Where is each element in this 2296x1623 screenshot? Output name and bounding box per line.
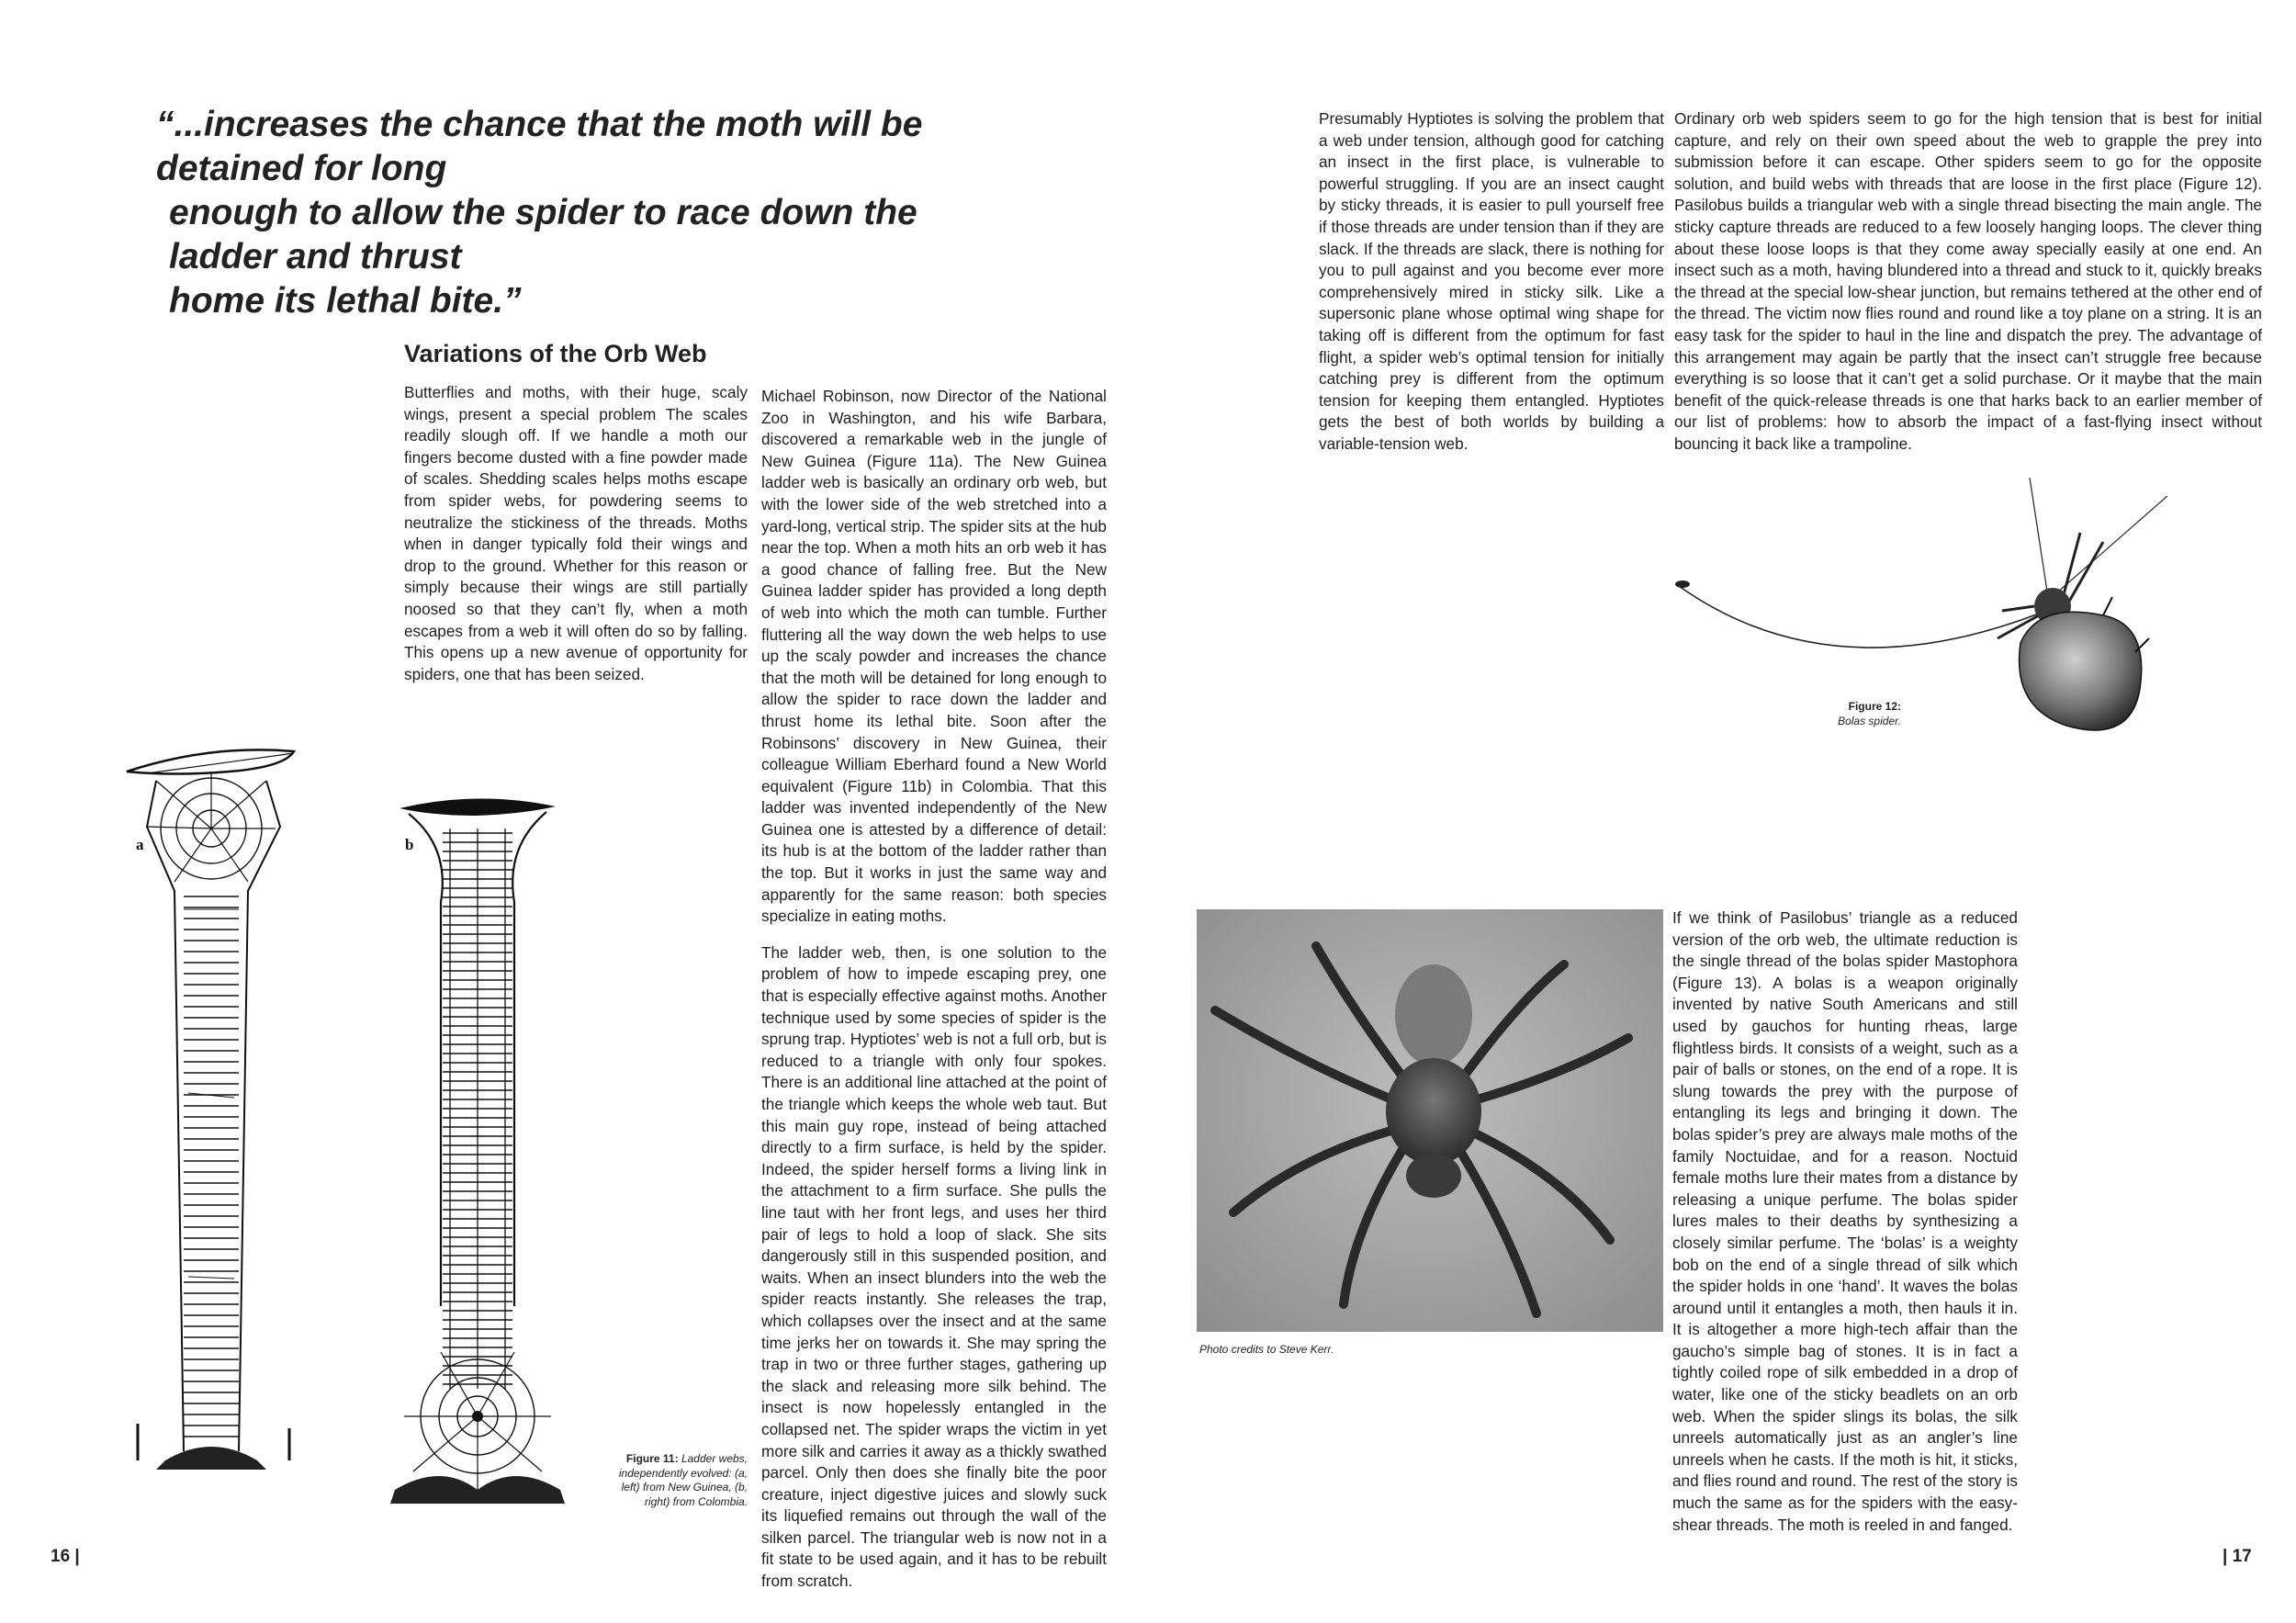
figure-11-caption-text: Ladder webs, independently evolved: (a, left) from New Guinea, (b, right) from Colombia. <box>618 1452 748 1508</box>
text-column-1 <box>404 382 748 700</box>
figure-12-caption-title: Figure 12: <box>1848 700 1901 713</box>
page-number-left: 16 | <box>51 1547 80 1566</box>
bolas-spider-illustration <box>1671 478 2167 744</box>
text-column-5 <box>1672 907 2018 1550</box>
text-column-3 <box>1319 108 1664 470</box>
page-number-right: | 17 <box>2223 1547 2252 1566</box>
figure-12-caption <box>1763 700 1901 728</box>
ladder-web-new-guinea-illustration <box>119 726 312 1488</box>
text-column-4 <box>1674 108 2262 470</box>
pull-quote-line: “...increases the chance that the moth will be detained for long <box>156 105 923 188</box>
figure-12-caption-text: Bolas spider. <box>1838 714 1901 727</box>
figure-11a-label: a <box>136 836 144 853</box>
figure-11-caption-title: Figure 11: <box>625 1452 679 1465</box>
figure-11-caption <box>613 1452 748 1509</box>
photo-credit: Photo credits to Steve Kerr. <box>1199 1343 1334 1356</box>
paragraph: The ladder web, then, is one solution to the problem of how to impede escaping prey, one that is especially effective against moths. Another technique used by some species of spider is the sprung trap. Hyptiotes’ web is not a full orb, but is reduced to a triangle with only four spokes. There is an additional line attached at the point of the triangle which keeps the whole web taut. But this main guy rope, instead of being attached directly to a firm surface, is held by the spider. Indeed, the spider herself forms a living link in the attachment to a firm surface. She pulls the line taut with her front legs, and uses her third pair of legs to hold a loop of slack. She sits dangerously still in this suspended position, and waits. When an insect blunders into the web the spider reacts instantly. She releases the trap, which collapses over the insect and at the same time jerks her on towards it. She may spring the trap in two or three further stages, gathering up the slack and releasing more silk behind. The insect is now hopelessly entangled in the collapsed net. The spider wraps the victim in yet more silk and carries it away as a thickly swathed parcel. Only then does she finally bite the poor creature, inject digestive juices and slowly suck its liquefied remains out through the wall of the silken parcel. The triangular web is now not in a fit state to be used again, and it has to be rebuilt from scratch. <box>761 942 1107 1591</box>
ladder-web-colombia-illustration <box>386 792 569 1508</box>
text-column-2 <box>761 386 1107 1607</box>
paragraph: Presumably Hyptiotes is solving the problem that a web under tension, although good for catching an insect in the first place, is vulnerable to powerful struggling. If you are an insect caught by sticky threads, it is easier to pull yourself free if those threads are under tension than if they are slack. If the threads are slack, there is nothing for you to pull against and you become ever more comprehensively mired in sticky silk. Like a supersonic plane whose optimal wing shape for taking off is different from the optimum for fast flight, a spider web’s optimal tension for initially catching prey is different from the optimum tension for keeping them entangled. Hyptiotes gets the best of both worlds by building a variable-tension web. <box>1319 109 1664 453</box>
paragraph: Ordinary orb web spiders seem to go for the high tension that is best for initial capture, and rely on their own speed about the web to grapple the prey into submission before it can escape. Other spiders seem to go for the opposite solution, and build webs with threads that are loose in the first place (Figure 12). Pasilobus builds a triangular web with a single thread bisecting the main angle. The sticky capture threads are reduced to a few loosely hanging loops. The clever thing about these loose loops is that they come away specially easily at one end. An insect such as a moth, having blundered into a thread and stuck to it, quickly breaks the thread at the special low-shear junction, but remains tethered at the other end of the thread. The victim now flies round and round like a toy plane on a string. It is an easy task for the spider to haul in the line and dispatch the prey. The advantage of this arrangement may again be partly that the insect can’t struggle free because everything is so loose that it can’t get a solid purchase. Or it maybe that the main benefit of the quick-release threads is one that harks back to an earlier member of our list of problems: how to absorb the impact of a fast-flying insect without bouncing it back like a trampoline. <box>1674 109 2262 453</box>
paragraph: Butterflies and moths, with their huge, scaly wings, present a special problem The scales readily slough off. If we handle a moth our fingers become dusted with a fine powder made of scales. Shedding scales helps moths escape from spider webs, for powdering seems to neutralize the stickiness of the threads. Moths when in danger typically fold their wings and drop to the ground. Whether for this reason or simply because their wings are still partially noosed so that they can’t fly, when a moth escapes from a web it will often do so by falling. This opens up a new avenue of opportunity for spiders, one that has been seized. <box>404 383 748 683</box>
paragraph: Michael Robinson, now Director of the National Zoo in Washington, and his wife Barbara, discovered a remarkable web in the jungle of New Guinea (Figure 11a). The New Guinea ladder web is basically an ordinary orb web, but with the lower side of the web stretched into a yard-long, vertical strip. The spider sits at the hub near the top. When a moth hits an orb web it has a good chance of falling free. But the New Guinea ladder spider has provided a long depth of web into which the moth can tumble. Further fluttering all the way down the web helps to use up the scaly powder and increases the chance that the moth will be detained for long enough to allow the spider to race down the ladder and thrust home its lethal bite. Soon after the Robinsons’ discovery in New Guinea, their colleague William Eberhard found a New World equivalent (Figure 11b) in Colombia. That this ladder was invented independently of the New Guinea one is attested by a difference of detail: its hub is at the bottom of the ladder rather than the top. But it works in just the same way and apparently for the same reason: both species specialize in eating moths. <box>761 387 1107 926</box>
pull-quote-line: home its lethal bite.” <box>169 281 522 321</box>
pull-quote <box>156 103 983 323</box>
paragraph: If we think of Pasilobus’ triangle as a reduced version of the orb web, the ultimate reduction is the single thread of the bolas spider Mastophora (Figure 13). A bolas is a weapon originally invented by native South Americans and still used by gauchos for hunting rheas, large flightless birds. It consists of a weight, such as a pair of balls or stones, on the end of a rope. It is slung towards the prey with the purpose of entangling its legs and bringing it down. The bolas spider’s prey are always male moths of the family Noctuidae, and for a reason. Noctuid female moths lure their mates from a distance by releasing a unique perfume. The bolas spider lures males to their deaths by synthesizing a closely similar perfume. The ‘bolas’ is a weighty bob on the end of a single thread of silk which the spider holds in one ‘hand’. It waves the bolas around until it entangles a moth, then hauls it in. It is altogether a more high-tech affair than the gaucho’s simple bag of stones. It is in fact a tightly coiled rope of silk embedded in a drop of water, like one of the sticky beadlets on an orb web. When the spider slings its bolas, the silk unreels automatically just as an angler’s line unreels when he casts. If the moth is hit, it sticks, and flies round and round. The rest of the story is much the same as for the spiders with the easy-shear threads. The moth is reeled in and fanged. <box>1672 908 2018 1534</box>
section-heading: Variations of the Orb Web <box>404 340 707 367</box>
figure-11b-label: b <box>405 836 414 853</box>
spider-photograph <box>1197 909 1663 1332</box>
pull-quote-line: enough to allow the spider to race down the ladder and thrust <box>169 193 917 276</box>
